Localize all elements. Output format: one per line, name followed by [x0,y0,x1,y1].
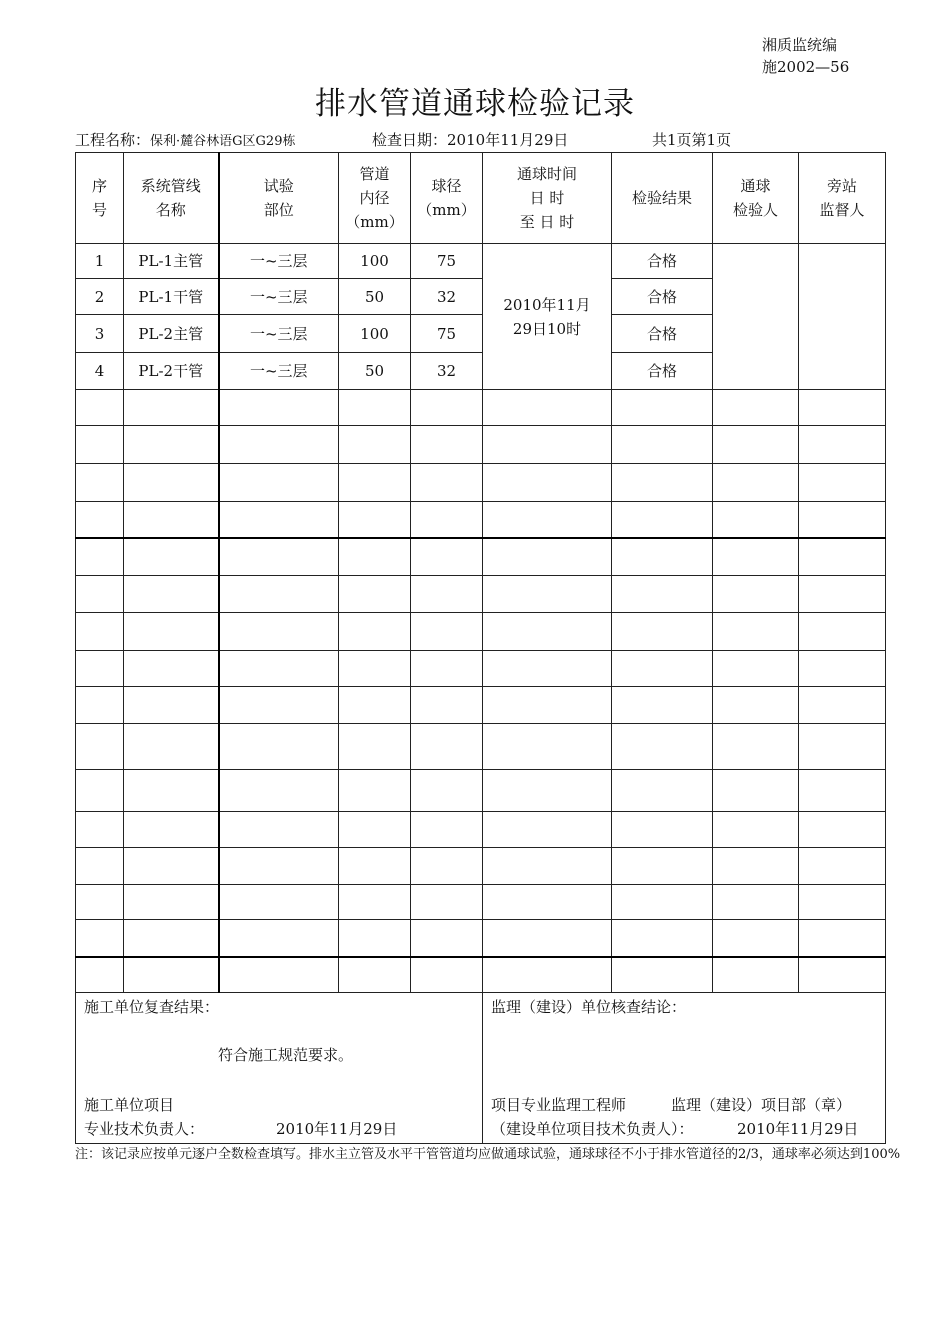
date-value: 2010年11月29日 [447,131,569,149]
cell-pipe: 50 [339,353,411,390]
cell-ball: 32 [411,353,483,390]
form-code [762,34,849,78]
supervision-dept: 监理（建设）项目部（章） [671,1096,852,1114]
construction-date: 2010年11月29日 [276,1120,398,1138]
inspection-table [75,152,886,1144]
header-result: 检验结果 [612,153,713,244]
page-title: 排水管道通球检验记录 [315,86,635,122]
empty-row [76,464,886,502]
cell-inspector [713,244,799,390]
cell-seq: 4 [76,353,124,390]
construction-conclusion: 符合施工规范要求。 [218,1046,354,1064]
cell-ball: 75 [411,315,483,353]
empty-row [76,812,886,848]
form-code-line1: 湘质监统编 [762,36,838,54]
empty-row [76,502,886,538]
cell-supervisor [799,244,886,390]
cell-part: 一~三层 [219,279,339,315]
project-value: 保利·麓谷林语G区G29栋 [150,134,296,149]
header-ball-diameter: 球径 （mm） [411,153,483,244]
supervision-date: 2010年11月29日 [737,1120,859,1138]
cell-part: 一~三层 [219,353,339,390]
empty-row [76,576,886,613]
inspection-date [372,129,568,150]
project-label: 工程名称： [75,131,151,149]
cell-seq: 2 [76,279,124,315]
construction-sign-line1: 施工单位项目 [84,1096,175,1114]
cell-pipe: 50 [339,279,411,315]
footnote: 注：该记录应按单元逐户全数检查填写。排水主立管及水平干管管道均应做通球试验，通球球径不小于排水管道径的2/3，通球率必须达到100% [75,1147,901,1162]
cell-system: PL-2干管 [124,353,219,390]
header-inspector: 通球 检验人 [713,153,799,244]
cell-part: 一~三层 [219,315,339,353]
header-row [76,153,886,244]
cell-part: 一~三层 [219,244,339,279]
table-row [76,244,886,279]
empty-row [76,957,886,993]
cell-result: 合格 [612,315,713,353]
cell-system: PL-1主管 [124,244,219,279]
cell-pipe: 100 [339,244,411,279]
cell-ball: 32 [411,279,483,315]
empty-row [76,920,886,957]
empty-row [76,426,886,464]
construction-review [76,993,483,1144]
empty-row [76,770,886,812]
empty-row [76,848,886,885]
date-label: 检查日期： [372,131,448,149]
cell-seq: 3 [76,315,124,353]
cell-ball: 75 [411,244,483,279]
cell-result: 合格 [612,353,713,390]
supervision-label: 监理（建设）单位核查结论： [491,998,687,1016]
project-name [75,129,295,150]
empty-row [76,885,886,920]
page-count: 共1页第1页 [652,131,732,149]
cell-time: 2010年11月 29日10时 [483,244,612,390]
cell-system: PL-2主管 [124,315,219,353]
cell-pipe: 100 [339,315,411,353]
header-seq: 序 号 [76,153,124,244]
header-time: 通球时间 日 时 至 日 时 [483,153,612,244]
cell-seq: 1 [76,244,124,279]
empty-row [76,724,886,770]
empty-row [76,687,886,724]
supervision-engineer: 项目专业监理工程师 [491,1096,627,1114]
construction-sign-line2: 专业技术负责人： [84,1120,205,1138]
header-pipe-diameter: 管道 内径 （mm） [339,153,411,244]
empty-row [76,538,886,576]
supervision-owner: （建设单位项目技术负责人）： [491,1120,694,1138]
cell-result: 合格 [612,279,713,315]
header-part: 试验 部位 [219,153,339,244]
cell-result: 合格 [612,244,713,279]
construction-label: 施工单位复查结果： [84,998,220,1016]
form-code-line2: 施2002—56 [762,58,850,76]
supervision-review [483,993,886,1144]
empty-row [76,390,886,426]
signoff-row [76,993,886,1144]
header-supervisor: 旁站 监督人 [799,153,886,244]
empty-row [76,651,886,687]
header-system: 系统管线 名称 [124,153,219,244]
empty-row [76,613,886,651]
cell-system: PL-1干管 [124,279,219,315]
